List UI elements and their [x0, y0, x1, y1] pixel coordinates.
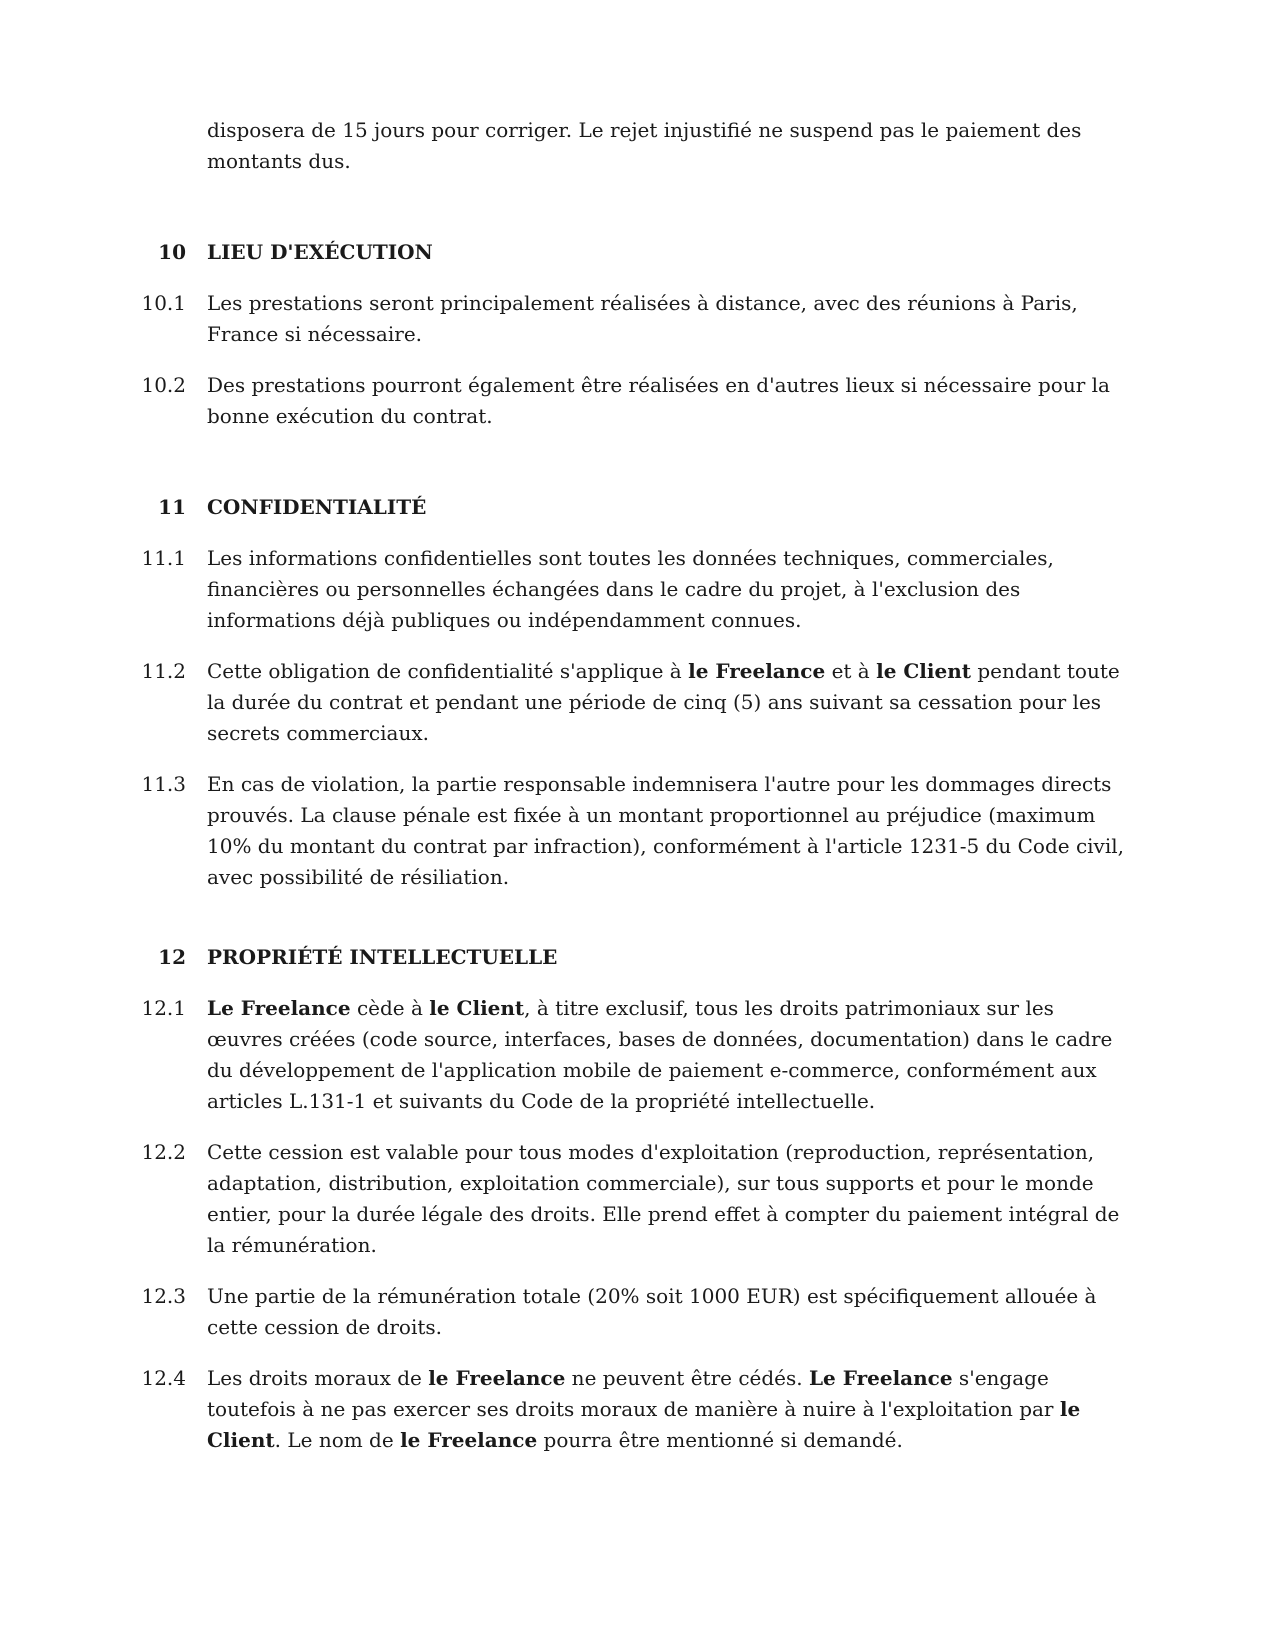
- party-name: le Client: [207, 1397, 1081, 1452]
- section-title: PROPRIÉTÉ INTELLECTUELLE: [207, 945, 558, 969]
- clause-11.3: [0, 769, 1275, 893]
- section-title: LIEU D'EXÉCUTION: [207, 240, 433, 264]
- clause-12.2: [0, 1137, 1275, 1261]
- clause-text-run: cède à: [350, 996, 430, 1020]
- clause-text: [207, 1363, 1132, 1456]
- section-number: 12: [158, 945, 186, 969]
- clause-text: [207, 769, 1132, 893]
- clause-text-run: , à titre exclusif, tous les droits patrimoniaux sur les œuvres créées (code source, interfaces, bases de données, documentation) dans le cadre du développement de l'application mobile de paiement e-commerce, conformément aux articles L.131-1 et suivants du Code de la propriété intellectuelle.: [207, 996, 1113, 1113]
- clause-text: [207, 993, 1132, 1117]
- section-title: CONFIDENTIALITÉ: [207, 495, 427, 519]
- clause-number: 10.1: [141, 291, 186, 315]
- clause-text-run: Les droits moraux de: [207, 1366, 429, 1390]
- continuation-paragraph: disposera de 15 jours pour corriger. Le rejet injustifié ne suspend pas le paiement des montants dus.: [207, 118, 1082, 173]
- party-name: le Client: [429, 996, 525, 1020]
- clause-text-run: Des prestations pourront également être réalisées en d'autres lieux si nécessaire pour la bonne exécution du contrat.: [207, 373, 1110, 428]
- clause-text-run: s'engage toutefois à ne pas exercer ses droits moraux de manière à nuire à l'exploitation par: [207, 1366, 1060, 1421]
- clause-12.3: [0, 1281, 1275, 1343]
- clause-text: [207, 1281, 1132, 1343]
- clause-11.2: [0, 656, 1275, 749]
- party-name: Le Freelance: [207, 996, 351, 1020]
- clause-number: 12.4: [141, 1366, 186, 1390]
- clause-number: 10.2: [141, 373, 186, 397]
- clause-text-run: Une partie de la rémunération totale (20% soit 1000 EUR) est spécifiquement allouée à cette cession de droits.: [207, 1284, 1097, 1339]
- clause-11.1: [0, 543, 1275, 636]
- clause-12.1: [0, 993, 1275, 1117]
- section-heading: [0, 942, 1275, 973]
- section-11: [0, 492, 1275, 893]
- clause-10.2: [0, 370, 1275, 432]
- section-12: [0, 942, 1275, 1456]
- clause-number: 11.2: [141, 659, 186, 683]
- clause-text-run: Les informations confidentielles sont toutes les données techniques, commerciales, financières ou personnelles échangées dans le cadre du projet, à l'exclusion des informations déjà publiques ou indépendamment connues.: [207, 546, 1054, 632]
- clause-text-run: En cas de violation, la partie responsable indemnisera l'autre pour les dommages directs prouvés. La clause pénale est fixée à un montant proportionnel au préjudice (maximum 10% du montant du contrat par infraction), conformément à l'article 1231-5 du Code civil, avec possibilité de résiliation.: [207, 772, 1124, 889]
- party-name: le Freelance: [400, 1428, 538, 1452]
- clause-10.1: [0, 288, 1275, 350]
- clause-text: [207, 656, 1132, 749]
- clause-text-run: et à: [825, 659, 877, 683]
- clause-number: 12.2: [141, 1140, 186, 1164]
- party-name: le Client: [876, 659, 971, 683]
- section-heading: [0, 237, 1275, 268]
- clause-text-run: Cette cession est valable pour tous modes d'exploitation (reproduction, représentation, adaptation, distribution, exploitation commerciale), sur tous supports et pour le monde entier, pour la durée légale des droits. Elle prend effet à compter du paiement intégral de la rémunération.: [207, 1140, 1120, 1257]
- clause-number: 11.3: [141, 772, 186, 796]
- section-number: 11: [158, 495, 186, 519]
- clause-text-run: Les prestations seront principalement réalisées à distance, avec des réunions à Paris, France si nécessaire.: [207, 291, 1078, 346]
- clause-text-run: Cette obligation de confidentialité s'applique à: [207, 659, 689, 683]
- party-name: le Freelance: [428, 1366, 566, 1390]
- clause-text-run: pendant toute la durée du contrat et pendant une période de cinq (5) ans suivant sa cessation pour les secrets commerciaux.: [207, 659, 1120, 745]
- party-name: le Freelance: [688, 659, 826, 683]
- clause-text: [207, 1137, 1132, 1261]
- clause-text-run: ne peuvent être cédés.: [565, 1366, 809, 1390]
- section-10: [0, 237, 1275, 432]
- clause-12.4: [0, 1363, 1275, 1456]
- clause-number: 12.1: [141, 996, 186, 1020]
- clause-number: 12.3: [141, 1284, 186, 1308]
- clause-text-run: pourra être mentionné si demandé.: [537, 1428, 903, 1452]
- clause-text-run: . Le nom de: [274, 1428, 401, 1452]
- clause-number: 11.1: [141, 546, 186, 570]
- clause-text: [207, 543, 1132, 636]
- section-number: 10: [158, 240, 186, 264]
- party-name: Le Freelance: [808, 1366, 953, 1390]
- clause-text: [207, 288, 1132, 350]
- section-heading: [0, 492, 1275, 523]
- clause-text: [207, 370, 1132, 432]
